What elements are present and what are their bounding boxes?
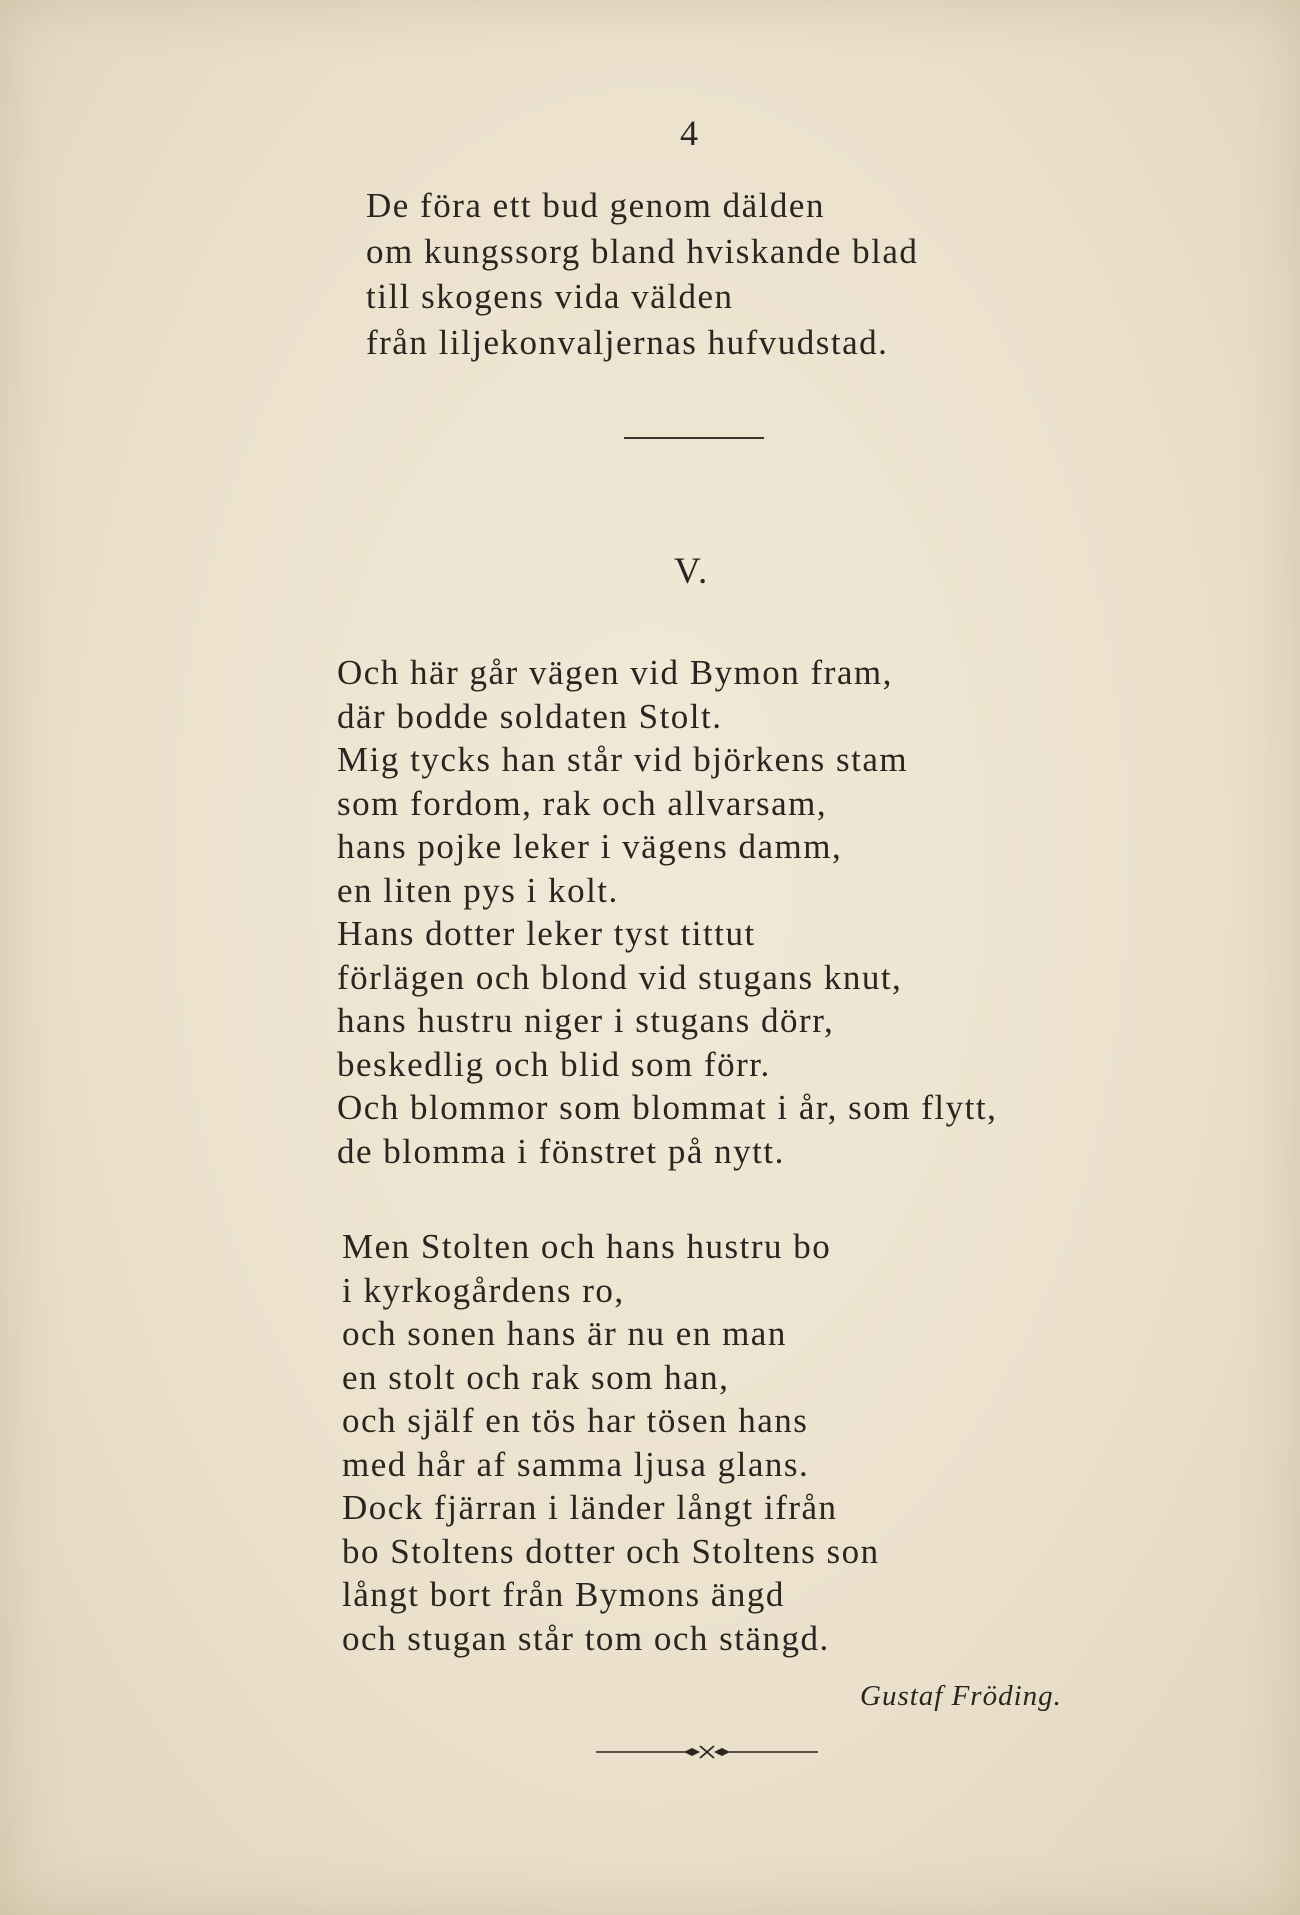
verse-line: hans hustru niger i stugans dörr, <box>337 1001 835 1040</box>
top-stanza <box>366 183 918 365</box>
verse-line: och stugan står tom och stängd. <box>342 1618 830 1658</box>
stanza-2 <box>342 1225 880 1660</box>
verse-line: en liten pys i kolt. <box>337 870 619 910</box>
stanza-1 <box>337 651 997 1173</box>
verse-line: de blomma i fönstret på nytt. <box>337 1131 785 1171</box>
verse-line: förlägen och blond vid stugans knut, <box>337 957 903 997</box>
verse-line: Dock fjärran i länder långt ifrån <box>342 1488 838 1527</box>
verse-line: och sonen hans är nu en man <box>342 1314 787 1353</box>
verse-line: och själf en tös har tösen hans <box>342 1401 809 1440</box>
verse-line: som fordom, rak och allvarsam, <box>337 783 828 823</box>
verse-line: i kyrkogårdens ro, <box>342 1270 625 1310</box>
verse-line: en stolt och rak som han, <box>342 1357 730 1397</box>
verse-line: till skogens vida välden <box>366 277 734 316</box>
verse-line: Mig tycks han står vid björkens stam <box>337 740 909 779</box>
verse-line: från liljekonvaljernas hufvudstad. <box>366 322 889 362</box>
verse-line: De föra ett bud genom dälden <box>366 186 825 225</box>
section-heading: V. <box>674 551 710 592</box>
end-ornament-icon <box>596 1742 818 1762</box>
page-number: 4 <box>680 113 698 153</box>
verse-line: med hår af samma ljusa glans. <box>342 1444 810 1484</box>
verse-line: långt bort från Bymons ängd <box>342 1575 785 1614</box>
verse-line: Och här går vägen vid Bymon fram, <box>337 653 893 692</box>
verse-line: Hans dotter leker tyst tittut <box>337 914 756 953</box>
verse-line: bo Stoltens dotter och Stoltens son <box>342 1531 880 1571</box>
section-divider <box>624 437 764 439</box>
author-signature: Gustaf Fröding. <box>860 1680 1062 1712</box>
verse-line: om kungssorg bland hviskande blad <box>366 231 919 271</box>
verse-line: beskedlig och blid som förr. <box>337 1044 771 1084</box>
verse-line: Men Stolten och hans hustru bo <box>342 1227 832 1266</box>
verse-line: Och blommor som blommat i år, som flytt, <box>337 1088 998 1127</box>
verse-line: där bodde soldaten Stolt. <box>337 696 723 736</box>
verse-line: hans pojke leker i vägens damm, <box>337 827 843 866</box>
